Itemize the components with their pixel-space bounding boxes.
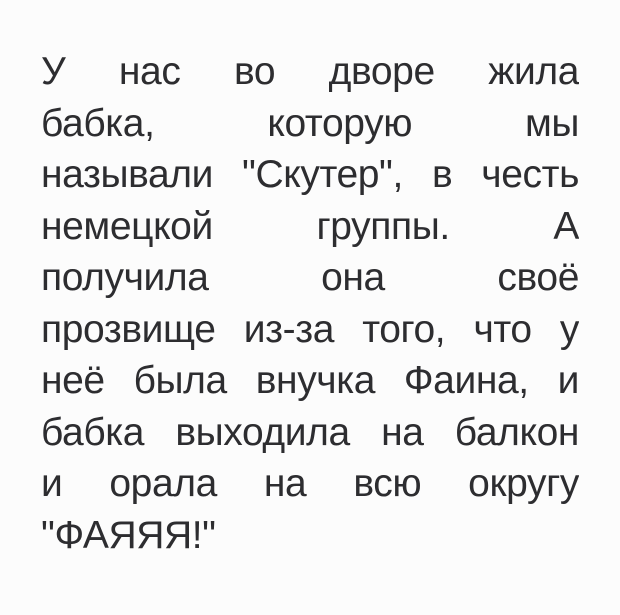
joke-text-line: бабка выходила на балкон — [41, 410, 579, 454]
joke-text-line: получила она своё — [41, 256, 579, 299]
joke-text-line: неё была внучка Фаина, и — [41, 359, 579, 402]
joke-text-line: немецкой группы. А — [41, 204, 579, 248]
joke-text-block — [41, 46, 579, 561]
joke-text-line: У нас во дворе жила — [41, 50, 579, 93]
joke-text-line: называли "Скутер", в честь — [41, 153, 579, 196]
joke-text-line: бабка, которую мы — [41, 101, 579, 145]
joke-text-line-last: "ФАЯЯЯ!" — [41, 513, 216, 557]
joke-text-line: прозвище из-за того, что у — [41, 307, 579, 351]
joke-text-line: и орала на всю округу — [41, 462, 579, 505]
